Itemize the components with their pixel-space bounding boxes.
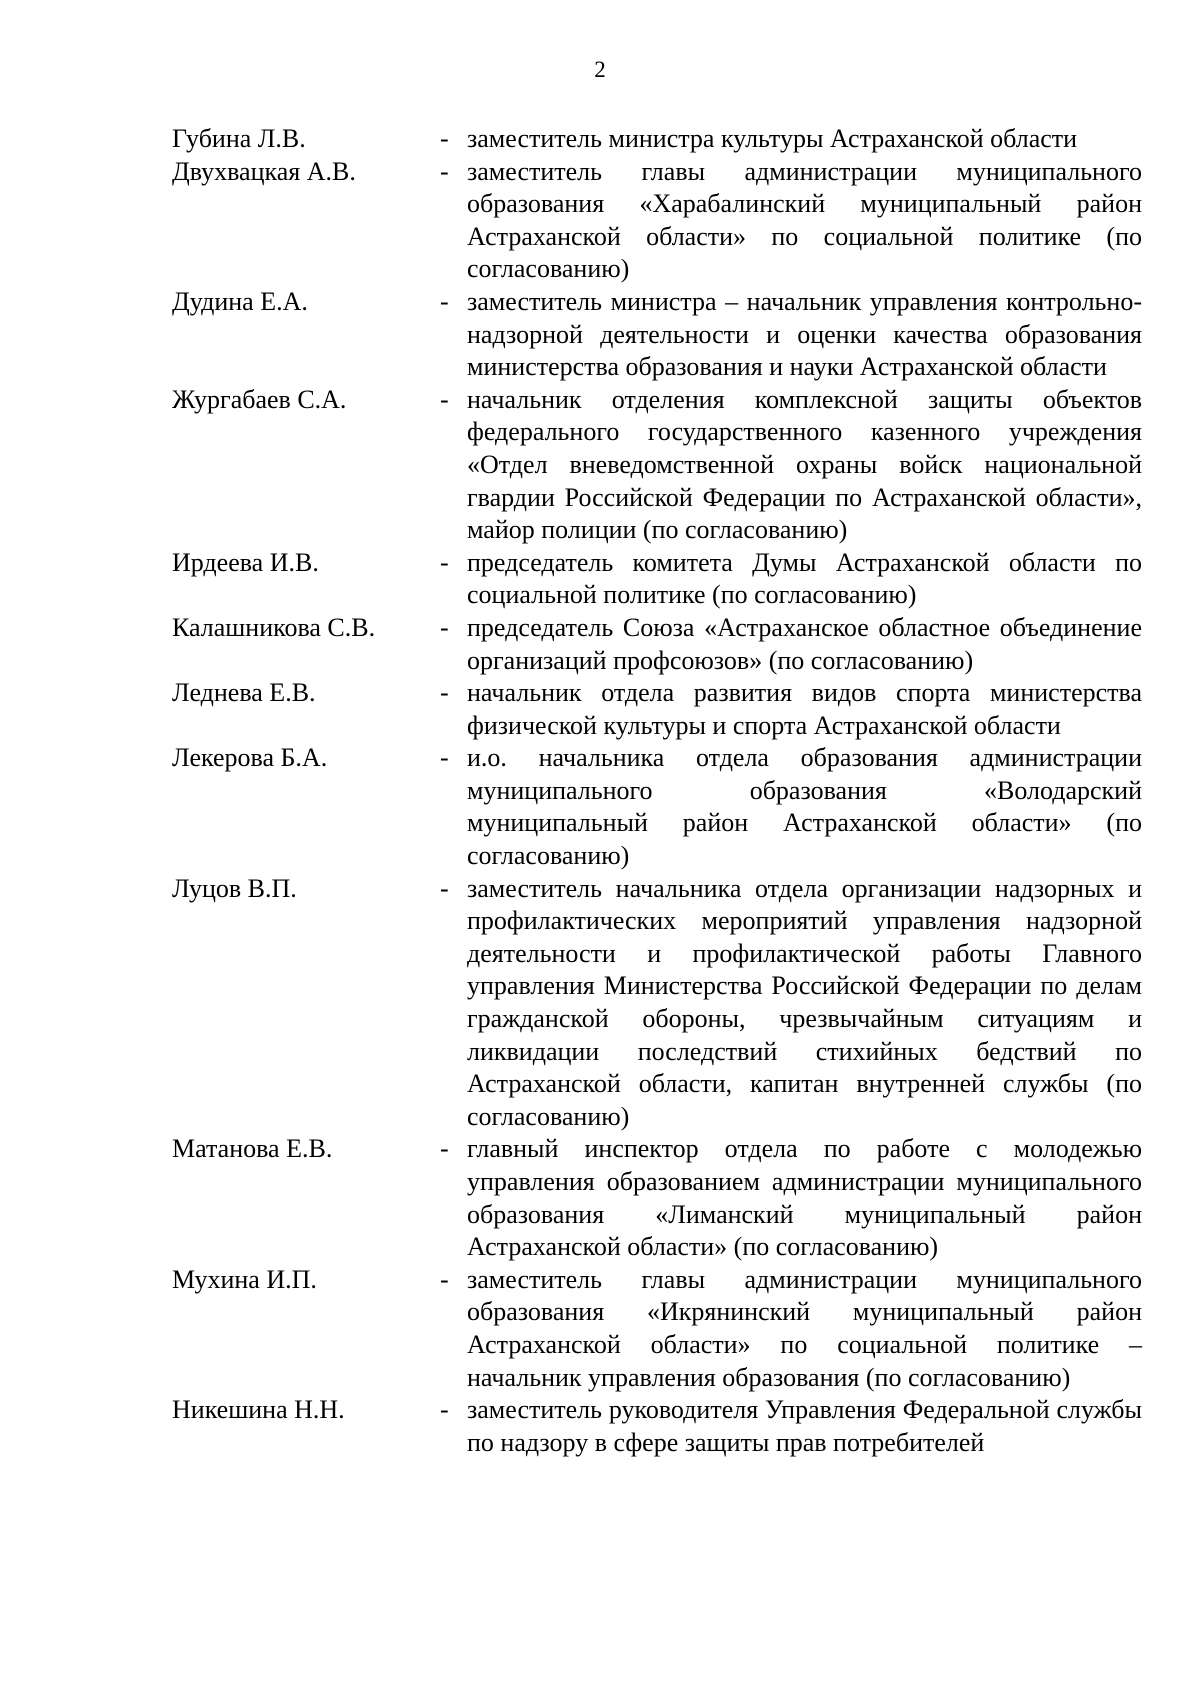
member-position: председатель Союза «Астраханское областное объединение организаций профсоюзов» (по согласованию): [467, 612, 1142, 675]
member-name: Жургабаев С.А.: [172, 384, 347, 414]
member-name: Дудина Е.А.: [172, 286, 308, 316]
member-position: заместитель начальника отдела организации надзорных и профилактических мероприятий управления надзорной деятельности и профилактической работы Главного управления Министерства Российской Федерации по делам гражданской обороны, чрезвычайным ситуациям и ликвидации последствий стихийных бедствий по Астраханской области, капитан внутренней службы (по согласованию): [467, 873, 1142, 1131]
member-entry: [172, 286, 1142, 384]
member-dash: -: [440, 1264, 449, 1294]
member-name: Луцов В.П.: [172, 873, 297, 903]
member-name: Губина Л.В.: [172, 124, 306, 153]
member-name: Леднева Е.В.: [172, 678, 316, 708]
member-position: заместитель главы администрации муниципального образования «Харабалинский муниципальный район Астраханской области» по социальной политике (по согласованию): [467, 156, 1142, 284]
committee-member-list: [172, 123, 1142, 1459]
member-dash: -: [440, 286, 449, 316]
member-dash: -: [440, 124, 449, 153]
member-name: Никешина Н.Н.: [172, 1395, 345, 1425]
member-dash: -: [440, 743, 449, 773]
member-name: Ирдеева И.В.: [172, 547, 319, 577]
member-dash: -: [440, 612, 449, 642]
member-entry: [172, 742, 1142, 872]
member-dash: -: [440, 384, 449, 414]
member-entry: [172, 612, 1142, 677]
member-dash: -: [440, 1395, 449, 1425]
member-name: Двухвацкая А.В.: [172, 156, 356, 186]
member-entry: [172, 156, 1142, 286]
member-dash: -: [440, 156, 449, 186]
member-entry: [172, 677, 1142, 742]
member-entry: [172, 1394, 1142, 1459]
member-position: и.о. начальника отдела образования администрации муниципального образования «Володарский муниципальный район Астраханской области» (по согласованию): [467, 743, 1142, 871]
member-dash: -: [440, 678, 449, 708]
member-position: начальник отдела развития видов спорта министерства физической культуры и спорта Астраханской области: [467, 678, 1142, 740]
member-entry: [172, 123, 1142, 156]
member-position: главный инспектор отдела по работе с молодежью управления образованием администрации муниципального образования «Лиманский муниципальный район Астраханской области» (по согласованию): [467, 1134, 1142, 1262]
member-position: начальник отделения комплексной защиты объектов федерального государственного казенного учреждения «Отдел вневедомственной охраны войск национальной гвардии Российской Федерации по Астраханской области», майор полиции (по согласованию): [467, 384, 1142, 545]
member-name: Калашникова С.В.: [172, 612, 376, 642]
member-dash: -: [440, 547, 449, 577]
member-dash: -: [440, 1134, 449, 1164]
member-name: Матанова Е.В.: [172, 1134, 333, 1164]
member-position: заместитель министра культуры Астраханской области: [467, 124, 1078, 153]
member-entry: [172, 1133, 1142, 1263]
member-entry: [172, 1264, 1142, 1394]
member-entry: [172, 873, 1142, 1134]
member-dash: -: [440, 873, 449, 903]
member-name: Лекерова Б.А.: [172, 743, 328, 773]
member-position: заместитель главы администрации муниципального образования «Икрянинский муниципальный район Астраханской области» по социальной политике – начальник управления образования (по согласованию): [467, 1264, 1142, 1392]
page-number: 2: [594, 57, 606, 82]
member-entry: [172, 547, 1142, 612]
member-position: заместитель министра – начальник управления контрольно-надзорной деятельности и оценки качества образования министерства образования и науки Астраханской области: [467, 286, 1142, 382]
member-position: заместитель руководителя Управления Федеральной службы по надзору в сфере защиты прав потребителей: [467, 1395, 1142, 1457]
member-name: Мухина И.П.: [172, 1264, 317, 1294]
member-position: председатель комитета Думы Астраханской области по социальной политике (по согласованию): [467, 547, 1142, 610]
member-entry: [172, 384, 1142, 547]
